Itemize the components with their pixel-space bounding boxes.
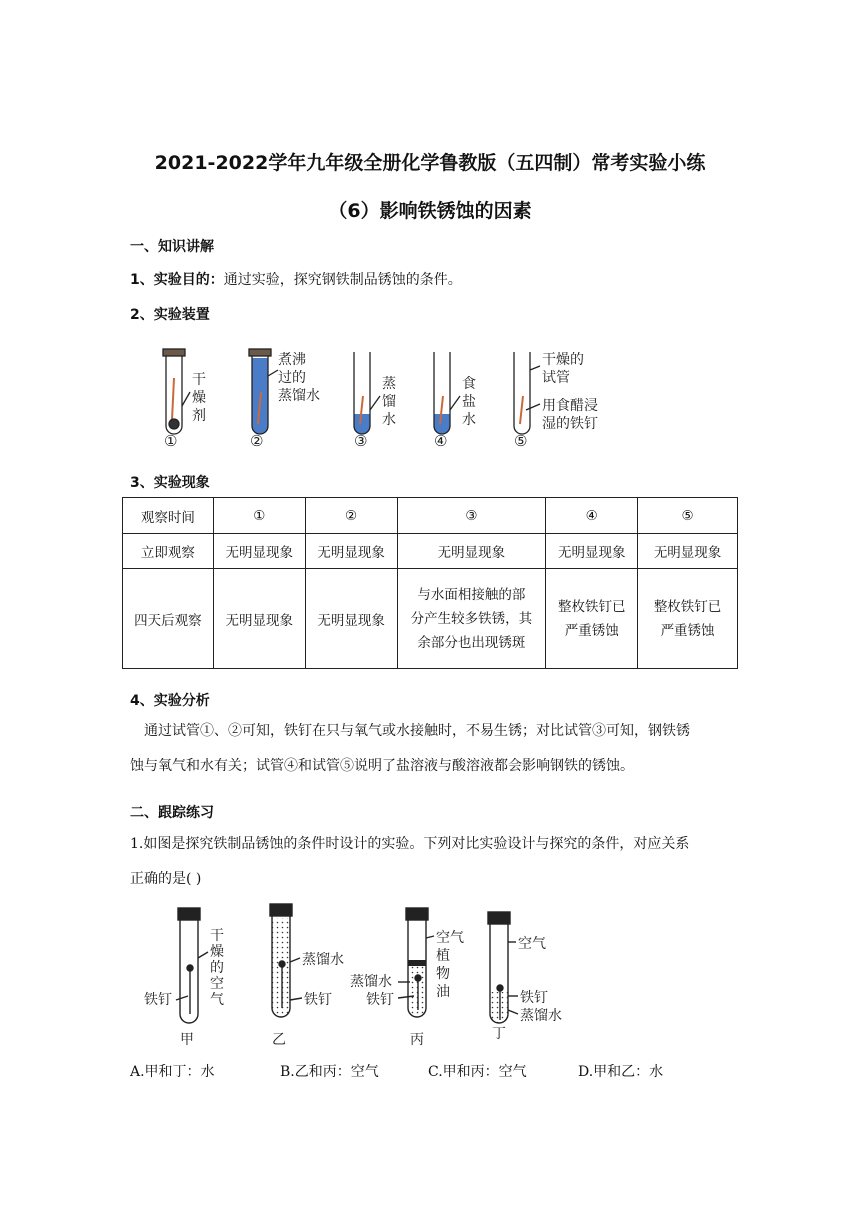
- bing-oil-label-2: 物: [436, 966, 450, 982]
- option-a[interactable]: A.甲和丁：水: [130, 1064, 215, 1080]
- ding-air-label: 空气: [518, 936, 546, 952]
- yi-name: 乙: [272, 1032, 286, 1048]
- figure1-test-tubes: [150, 340, 630, 452]
- jia-name: 甲: [180, 1032, 194, 1048]
- tube1-label-1: 干: [192, 372, 206, 388]
- ding-stopper: [488, 912, 510, 924]
- ding-water-label: 蒸馏水: [520, 1008, 562, 1024]
- table-cell: 无明显现象: [305, 534, 397, 569]
- bing-water: [408, 966, 426, 1017]
- jia-label-5: 气: [210, 992, 224, 1008]
- observation-table: [122, 497, 738, 669]
- ding-nail-label: 铁钉: [520, 990, 548, 1006]
- jia-stopper: [178, 908, 200, 920]
- analysis-line2: 蚀与氧气和水有关；试管④和试管⑤说明了盐溶液与酸溶液都会影响钢铁的锈蚀。: [130, 758, 634, 774]
- question1-line2: 正确的是( ): [130, 871, 202, 887]
- tube2-number: ②: [250, 432, 264, 450]
- item2-heading: 2、实验装置: [130, 307, 210, 323]
- bing-oil-label-3: 油: [436, 984, 450, 1000]
- yi-nail-head: [279, 961, 285, 967]
- bing-stopper: [406, 908, 428, 920]
- table-cell: 四天后观察: [123, 569, 214, 669]
- tube5-glass: [514, 352, 530, 434]
- jia-nail-head: [187, 965, 193, 971]
- table-header-row: [123, 498, 738, 534]
- header-cell: ②: [305, 498, 397, 534]
- tube5-number: ⑤: [514, 432, 528, 450]
- tube1-label-3: 剂: [192, 408, 206, 424]
- table-cell: [546, 569, 638, 669]
- header-cell: ④: [546, 498, 638, 534]
- jia-label-1: 干: [210, 928, 224, 944]
- table-cell: 无明显现象: [213, 534, 305, 569]
- bing-air-label: 空气: [436, 930, 464, 946]
- question1: [130, 827, 740, 897]
- tube3-label-2: 馏: [382, 394, 396, 410]
- item1-text: 通过实验，探究钢铁制品锈蚀的条件。: [223, 272, 462, 288]
- tube3-number: ③: [354, 432, 368, 450]
- yi-nail-label: 铁钉: [304, 992, 332, 1008]
- table-cell: 无明显现象: [305, 569, 397, 669]
- ding-water: [490, 992, 508, 1023]
- tube2-label-1: 煮沸: [278, 352, 306, 368]
- cell-line: 分产生较多铁锈，其: [410, 610, 533, 627]
- tube4-number: ④: [434, 432, 448, 450]
- yi-water-label: 蒸馏水: [302, 952, 344, 968]
- tube1-desiccant: [169, 419, 179, 429]
- table-cell: 无明显现象: [546, 534, 638, 569]
- jia-label-3: 的: [210, 960, 224, 976]
- header-cell: ①: [213, 498, 305, 534]
- header-cell: ⑤: [638, 498, 738, 534]
- item3-heading: 3、实验现象: [130, 475, 210, 491]
- bing-water-label: 蒸馏水: [350, 974, 392, 990]
- section1-heading: 一、知识讲解: [130, 239, 214, 255]
- tube5-label-top-1: 干燥的: [542, 352, 584, 368]
- tube2-stopper: [249, 349, 271, 356]
- ding-name: 丁: [492, 1026, 506, 1042]
- item1-objective: [130, 270, 462, 290]
- document-title-line1: 2021-2022学年九年级全册化学鲁教版（五四制）常考实验小练: [154, 152, 706, 174]
- tube2-label-3: 蒸馏水: [278, 388, 320, 404]
- table-cell: [397, 569, 546, 669]
- table-cell: [638, 569, 738, 669]
- option-c[interactable]: C.甲和丙：空气: [428, 1064, 527, 1080]
- yi-stopper: [270, 904, 292, 916]
- cell-line: 余部分也出现锈斑: [417, 634, 526, 651]
- tube3-label-3: 水: [382, 412, 396, 428]
- table-cell: 无明显现象: [638, 534, 738, 569]
- document-title-line2: （6）影响铁锈蚀的因素: [328, 200, 532, 222]
- tube2-label-2: 过的: [278, 370, 306, 386]
- jia-label-4: 空: [210, 976, 224, 992]
- ding-nail-head: [497, 985, 503, 991]
- cell-line: 与水面相接触的部: [417, 586, 526, 603]
- bing-nail-head: [415, 975, 421, 981]
- cell-line: 严重锈蚀: [564, 622, 619, 639]
- tube1-number: ①: [164, 432, 178, 450]
- tube4-label-3: 水: [462, 412, 476, 428]
- table-cell: 无明显现象: [213, 569, 305, 669]
- header-cell: 观察时间: [123, 498, 214, 534]
- section2-heading: 二、跟踪练习: [130, 805, 214, 821]
- tube4-label-2: 盐: [462, 394, 476, 410]
- cell-line: 严重锈蚀: [660, 622, 715, 639]
- cell-line: 整枚铁钉已: [653, 598, 722, 615]
- tube4-label-1: 食: [462, 376, 476, 392]
- tube5-label-top-2: 试管: [542, 370, 570, 386]
- option-b[interactable]: B.乙和丙：空气: [280, 1064, 379, 1080]
- bing-name: 丙: [410, 1032, 424, 1048]
- figure2-test-tubes: [140, 900, 580, 1050]
- jia-label-2: 燥: [210, 944, 224, 960]
- question1-line1: 1.如图是探究铁制品锈蚀的条件时设计的实验。下列对比实验设计与探究的条件，对应关系: [130, 836, 690, 852]
- analysis-line1: 通过试管①、②可知，铁钉在只与氧气或水接触时，不易生锈；对比试管③可知，钢铁锈: [144, 723, 690, 739]
- item4-heading: 4、实验分析: [130, 693, 210, 709]
- bing-nail-label: 铁钉: [366, 992, 394, 1008]
- tube5-label-bottom-1: 用食醋浸: [542, 398, 598, 414]
- tube1-label-2: 燥: [192, 390, 206, 406]
- tube3-label-1: 蒸: [382, 376, 396, 392]
- tube1-stopper: [163, 349, 185, 356]
- item1-label: 1、实验目的：: [130, 272, 224, 288]
- bing-oil: [408, 960, 426, 966]
- option-d[interactable]: D.甲和乙：水: [578, 1064, 664, 1080]
- table-cell: 无明显现象: [397, 534, 546, 569]
- header-cell: ③: [397, 498, 546, 534]
- table-row: [123, 534, 738, 569]
- jia-nail-label: 铁钉: [144, 992, 172, 1008]
- cell-line: 整枚铁钉已: [557, 598, 626, 615]
- table-row: [123, 569, 738, 669]
- table-cell: 立即观察: [123, 534, 214, 569]
- bing-oil-label-1: 植: [436, 948, 450, 964]
- tube5-label-bottom-2: 湿的铁钉: [542, 416, 598, 432]
- analysis-paragraph: [130, 714, 740, 784]
